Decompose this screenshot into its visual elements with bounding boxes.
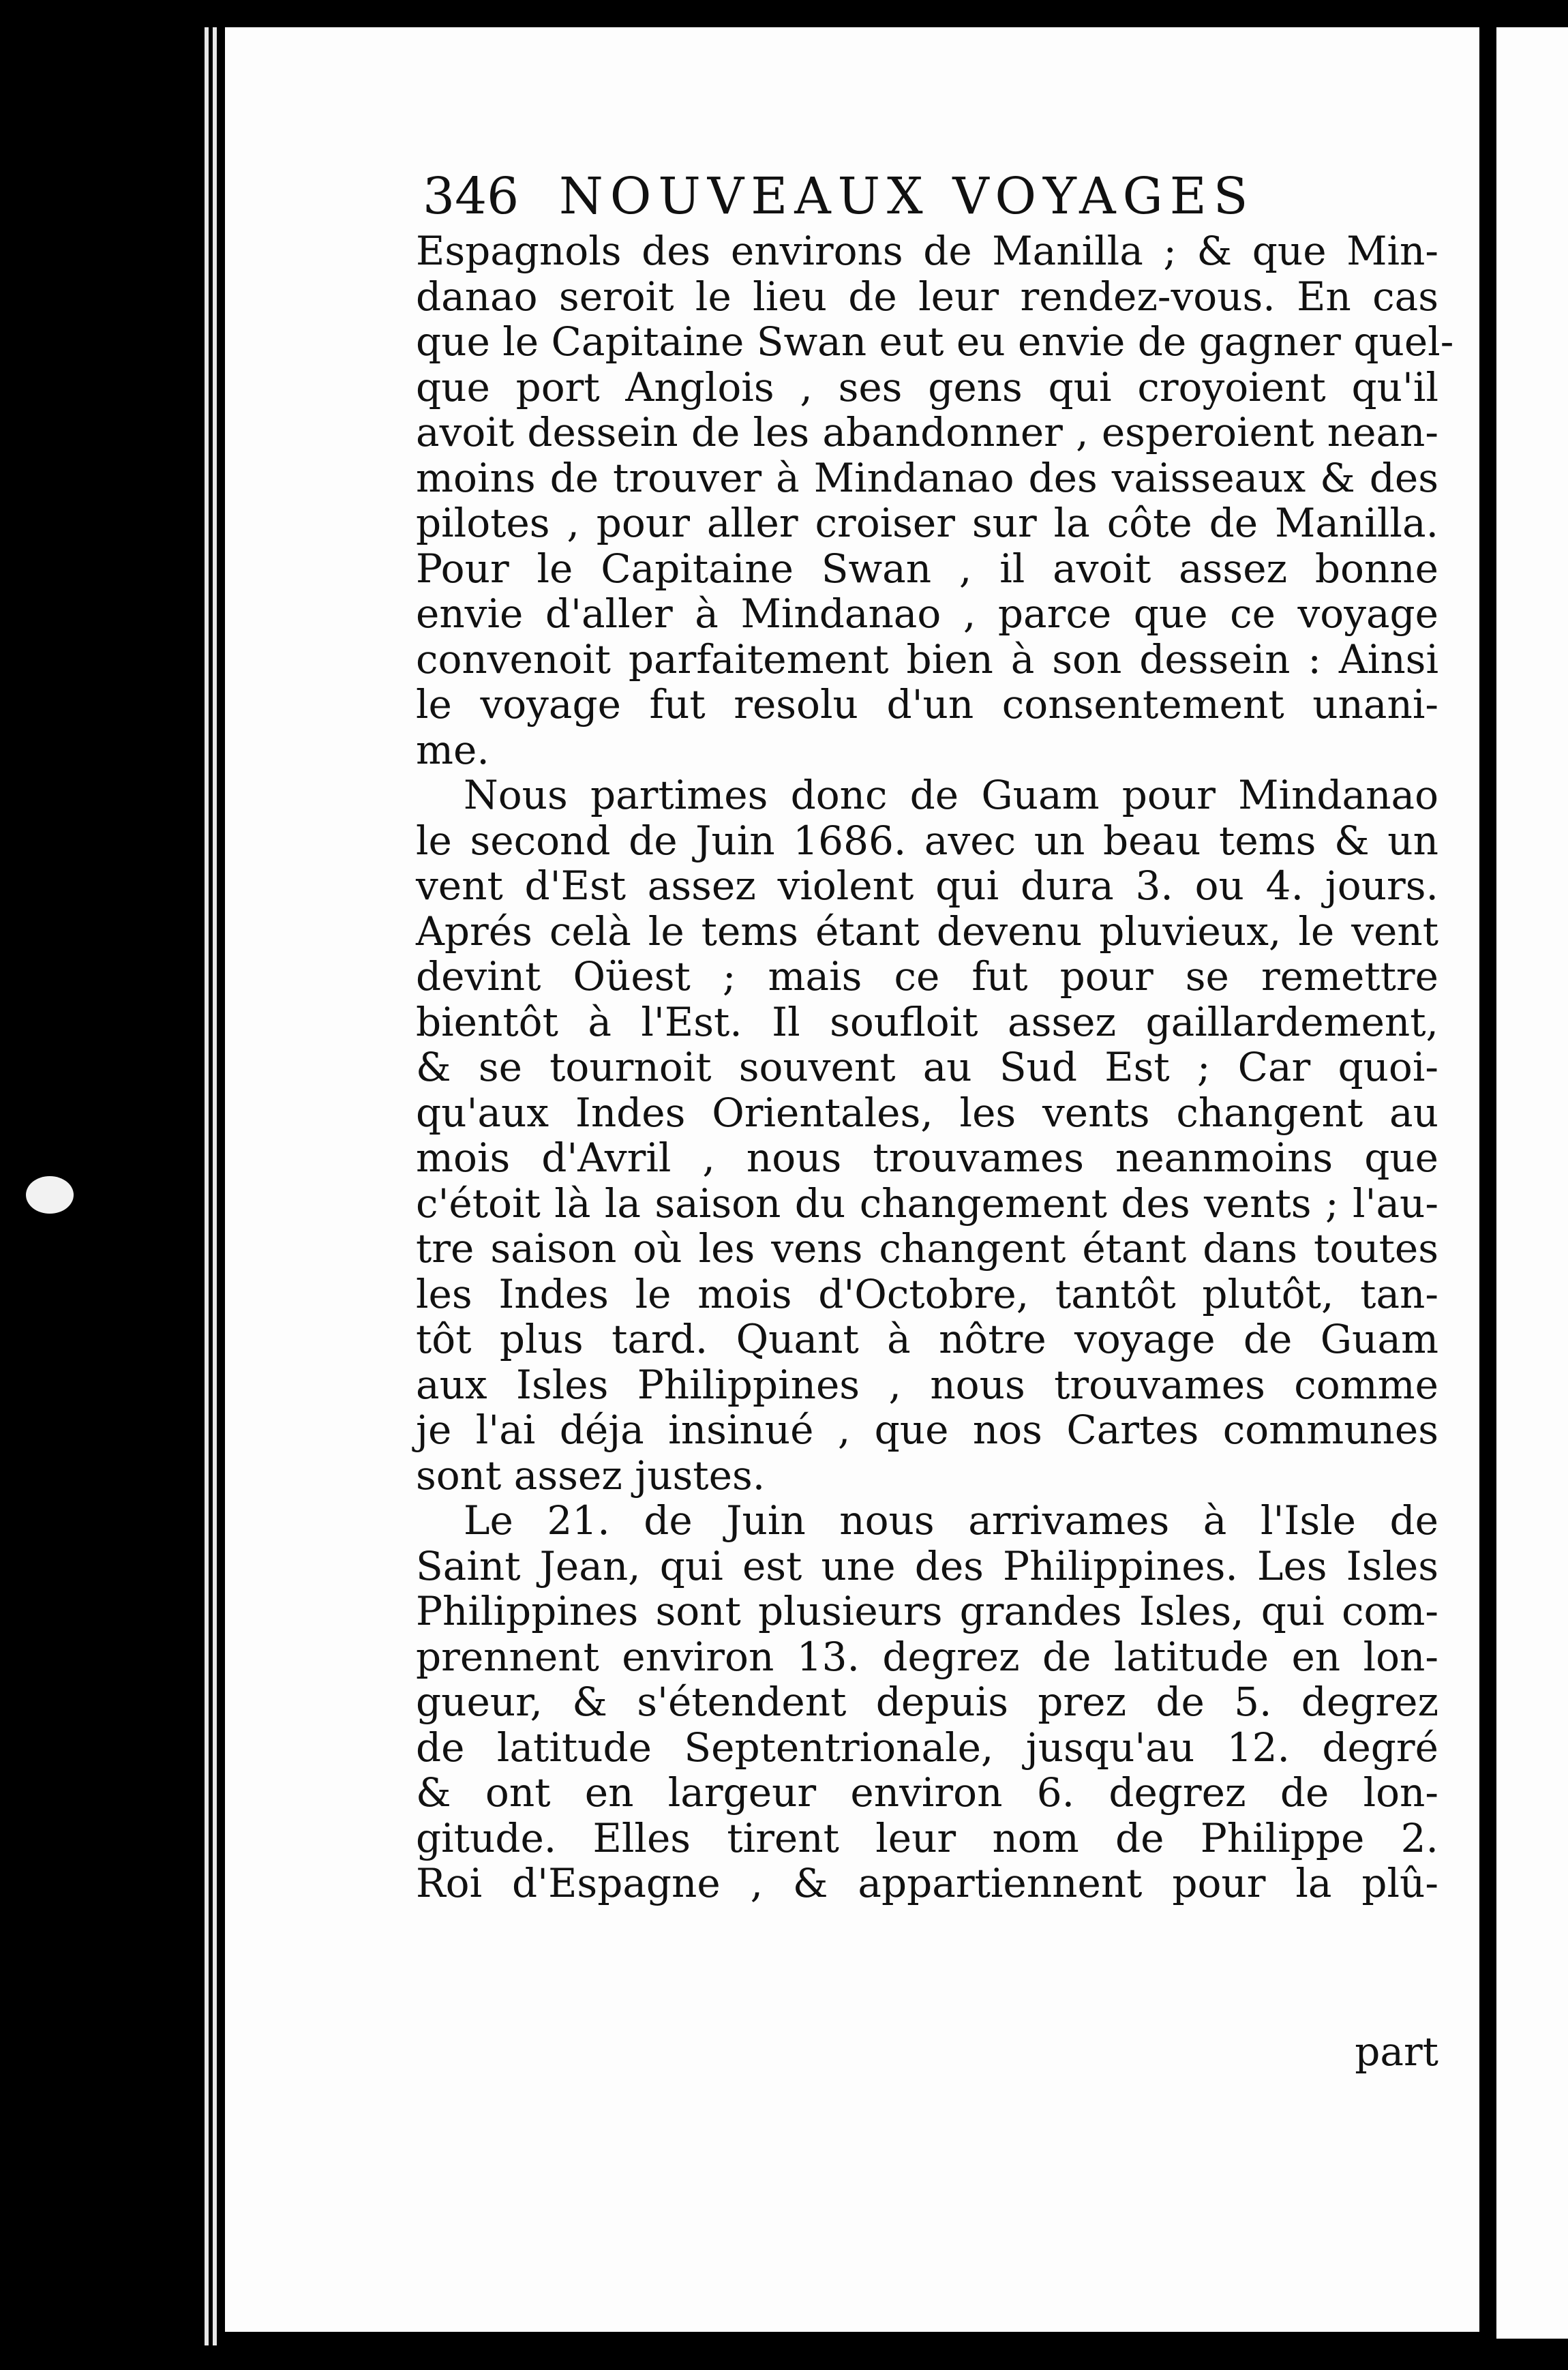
text-line: le voyage fut resolu d'un consentement unani- [416, 681, 1438, 728]
text-line: gitude. Elles tirent leur nom de Philippe 2. [416, 1814, 1438, 1861]
text-line: mois d'Avril , nous trouvames neanmoins que [416, 1135, 1438, 1181]
text-line: que port Anglois , ses gens qui croyoient qu'il [416, 363, 1438, 410]
paper-blot [26, 1176, 74, 1214]
text-line: moins de trouver à Mindanao des vaisseaux & des [416, 454, 1438, 501]
text-line: que le Capitaine Swan eut eu envie de gagner quel- [416, 318, 1454, 365]
adjacent-page-edge [1496, 27, 1568, 2339]
text-line: avoit dessein de les abandonner , esperoient nean- [416, 409, 1438, 455]
text-line: le second de Juin 1686. avec un beau tems & un [416, 817, 1438, 864]
text-line: me. [416, 726, 489, 773]
text-line: devint Oüest ; mais ce fut pour se remettre [416, 953, 1438, 1000]
page-edge [205, 27, 209, 2345]
book-page [225, 27, 1479, 2332]
text-line: vent d'Est assez violent qui dura 3. ou 4. jours. [416, 862, 1438, 909]
text-line: les Indes le mois d'Octobre, tantôt plutôt, tan- [416, 1270, 1438, 1317]
text-line: tôt plus tard. Quant à nôtre voyage de Guam [416, 1316, 1438, 1362]
text-line: Aprés celà le tems étant devenu pluvieux, le vent [416, 907, 1438, 955]
text-line: bientôt à l'Est. Il soufloit assez gaillardement, [416, 998, 1438, 1045]
text-line: Nous partimes donc de Guam pour Mindanao [464, 772, 1438, 818]
text-line: gueur, & s'étendent depuis prez de 5. degrez [416, 1679, 1438, 1725]
text-line: convenoit parfaitement bien à son dessein : Ainsi [416, 635, 1438, 682]
catchword: part [1355, 2028, 1438, 2075]
page-number: 346 [423, 167, 519, 226]
text-line: & ont en largeur environ 6. degrez de lon- [416, 1769, 1438, 1816]
text-line: je l'ai déja insinué , que nos Cartes communes [416, 1407, 1438, 1453]
text-line: danao seroit le lieu de leur rendez-vous. En cas [416, 273, 1438, 320]
text-line: Espagnols des environs de Manilla ; & que Min- [416, 228, 1438, 274]
running-header [423, 167, 1438, 226]
text-line: tre saison où les vens changent étant dans toutes [416, 1225, 1438, 1272]
text-line: sont assez justes. [416, 1452, 766, 1499]
text-line: aux Isles Philippines , nous trouvames comme [416, 1361, 1438, 1408]
text-line: Le 21. de Juin nous arrivames à l'Isle de [464, 1497, 1438, 1544]
text-line: & se tournoit souvent au Sud Est ; Car quoi- [416, 1044, 1438, 1090]
text-line: Roi d'Espagne , & appartiennent pour la plû- [416, 1860, 1438, 1906]
page-edge [213, 27, 217, 2345]
text-line: Saint Jean, qui est une des Philippines. Les Isles [416, 1542, 1438, 1589]
running-title: NOUVEAUX VOYAGES [559, 167, 1255, 226]
text-line: Pour le Capitaine Swan , il avoit assez bonne [416, 545, 1438, 592]
text-line: c'étoit là la saison du changement des vents ; l'au- [416, 1180, 1438, 1227]
text-line: prennent environ 13. degrez de latitude en lon- [416, 1633, 1438, 1680]
text-line: Philippines sont plusieurs grandes Isles, qui com- [416, 1588, 1438, 1634]
text-line: qu'aux Indes Orientales, les vents changent au [416, 1089, 1438, 1136]
text-line: envie d'aller à Mindanao , parce que ce voyage [416, 590, 1438, 637]
text-line: de latitude Septentrionale, jusqu'au 12. degré [416, 1724, 1438, 1771]
body-text [416, 228, 1454, 1906]
text-line: pilotes , pour aller croiser sur la côte de Manilla. [416, 500, 1438, 546]
